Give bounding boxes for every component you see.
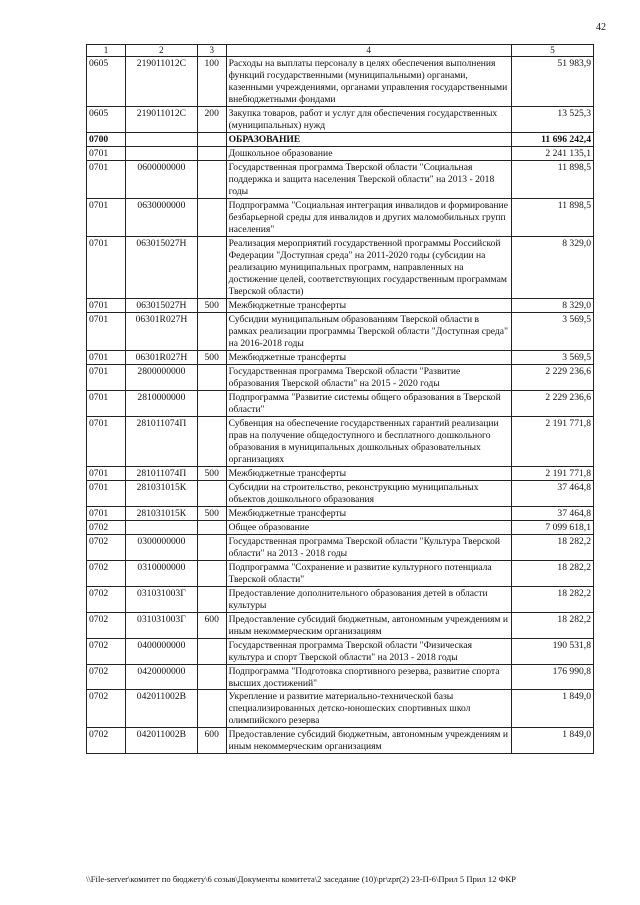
section-code-cell: 0701 [87,199,126,237]
target-code-cell: 06301R027Н [126,312,198,350]
section-code-cell: 0702 [87,534,126,560]
amount-cell: 2 191 771,8 [511,466,593,480]
target-code-cell: 042011002В [126,690,198,728]
section-code-cell: 0702 [87,690,126,728]
table-row [87,638,594,664]
expense-type-cell [197,664,226,690]
amount-cell: 1 849,0 [511,690,593,728]
target-code-cell: 0630000000 [126,199,198,237]
amount-cell: 51 983,9 [511,57,593,107]
column-header: 3 [197,45,226,57]
section-code-cell: 0701 [87,161,126,199]
table-row [87,560,594,586]
table-row [87,390,594,416]
amount-cell: 3 569,5 [511,312,593,350]
target-code-cell: 063015027Н [126,237,198,299]
item-name-cell: Реализация мероприятий государственной программы Российской Федерации "Доступная среда" на 2011-2020 годы (субсидии на реализацию муниципальных программ, направленных на достижение целей, соответствующих государственным программам Тверской области) [226,237,511,299]
expense-type-cell: 500 [197,506,226,520]
target-code-cell: 0420000000 [126,664,198,690]
section-code-cell: 0702 [87,728,126,754]
section-code-cell: 0700 [87,133,126,147]
table-row [87,350,594,364]
table-row [87,147,594,161]
expense-type-cell [197,520,226,534]
item-name-cell: Субсидии на строительство, реконструкцию муниципальных объектов дошкольного образования [226,480,511,506]
item-name-cell: Субсидии муниципальным образованиям Тверской области в рамках реализации программы Тверской области "Доступная среда" на 2016-2018 годы [226,312,511,350]
item-name-cell: Расходы на выплаты персоналу в целях обеспечения выполнения функций государственными (муниципальными) органами, казенными учреждениями, органами управления государственными внебюджетными фондами [226,57,511,107]
section-code-cell: 0605 [87,57,126,107]
table-row [87,107,594,133]
table-row [87,416,594,466]
expense-type-cell: 200 [197,107,226,133]
expense-type-cell: 600 [197,612,226,638]
amount-cell: 7 099 618,1 [511,520,593,534]
amount-cell: 11 696 242,4 [511,133,593,147]
item-name-cell: Межбюджетные трансферты [226,506,511,520]
table-row [87,506,594,520]
item-name-cell: Межбюджетные трансферты [226,350,511,364]
expense-type-cell [197,364,226,390]
column-header: 1 [87,45,126,57]
target-code-cell: 031031003Г [126,586,198,612]
item-name-cell: ОБРАЗОВАНИЕ [226,133,511,147]
target-code-cell: 281031015К [126,506,198,520]
section-code-cell: 0702 [87,664,126,690]
table-row [87,480,594,506]
section-code-cell: 0702 [87,638,126,664]
table-header-row [87,45,594,57]
section-code-cell: 0701 [87,350,126,364]
amount-cell: 37 464,8 [511,480,593,506]
expense-type-cell [197,480,226,506]
section-code-cell: 0702 [87,520,126,534]
item-name-cell: Закупка товаров, работ и услуг для обеспечения государственных (муниципальных) нужд [226,107,511,133]
target-code-cell: 042011002В [126,728,198,754]
item-name-cell: Укрепление и развитие материально-технической базы специализированных детско-юношеских спортивных школ олимпийского резерва [226,690,511,728]
amount-cell: 11 898,5 [511,161,593,199]
section-code-cell: 0701 [87,416,126,466]
table-row [87,298,594,312]
target-code-cell [126,520,198,534]
column-header: 5 [511,45,593,57]
target-code-cell: 219011012С [126,107,198,133]
amount-cell: 37 464,8 [511,506,593,520]
table-row [87,57,594,107]
table-row [87,520,594,534]
expense-type-cell: 500 [197,350,226,364]
table-row [87,133,594,147]
section-code-cell: 0702 [87,586,126,612]
target-code-cell: 06301R027Н [126,350,198,364]
section-code-cell: 0701 [87,237,126,299]
column-header: 4 [226,45,511,57]
expense-type-cell [197,199,226,237]
target-code-cell: 0300000000 [126,534,198,560]
amount-cell: 18 282,2 [511,612,593,638]
item-name-cell: Общее образование [226,520,511,534]
section-code-cell: 0701 [87,312,126,350]
table-row [87,364,594,390]
item-name-cell: Подпрограмма "Развитие системы общего образования в Тверской области" [226,390,511,416]
amount-cell: 8 329,0 [511,237,593,299]
expense-type-cell [197,147,226,161]
amount-cell: 11 898,5 [511,199,593,237]
item-name-cell: Государственная программа Тверской области "Физическая культура и спорт Тверской области" на 2013 - 2018 годы [226,638,511,664]
expense-type-cell [197,560,226,586]
section-code-cell: 0605 [87,107,126,133]
section-code-cell: 0701 [87,147,126,161]
section-code-cell: 0701 [87,390,126,416]
item-name-cell: Государственная программа Тверской области "Развитие образования Тверской области" на 2015 - 2020 годы [226,364,511,390]
table-row [87,612,594,638]
table-row [87,690,594,728]
item-name-cell: Дошкольное образование [226,147,511,161]
section-code-cell: 0701 [87,506,126,520]
section-code-cell: 0701 [87,466,126,480]
item-name-cell: Подпрограмма "Социальная интеграция инвалидов и формирование безбарьерной среды для инвалидов и других маломобильных групп населения" [226,199,511,237]
amount-cell: 1 849,0 [511,728,593,754]
target-code-cell [126,147,198,161]
amount-cell: 2 229 236,6 [511,364,593,390]
table-row [87,466,594,480]
table-row [87,312,594,350]
expense-type-cell [197,534,226,560]
expense-type-cell: 500 [197,298,226,312]
expense-type-cell [197,638,226,664]
amount-cell: 2 229 236,6 [511,390,593,416]
section-code-cell: 0702 [87,560,126,586]
target-code-cell: 2810000000 [126,390,198,416]
expense-type-cell: 500 [197,466,226,480]
item-name-cell: Подпрограмма "Подготовка спортивного резерва, развитие спорта высших достижений" [226,664,511,690]
page-number: 42 [596,22,606,33]
target-code-cell: 281011074П [126,466,198,480]
expense-type-cell [197,416,226,466]
target-code-cell: 0310000000 [126,560,198,586]
item-name-cell: Межбюджетные трансферты [226,466,511,480]
section-code-cell: 0702 [87,612,126,638]
table-row [87,237,594,299]
expense-type-cell [197,161,226,199]
section-code-cell: 0701 [87,480,126,506]
amount-cell: 2 241 135,1 [511,147,593,161]
item-name-cell: Межбюджетные трансферты [226,298,511,312]
budget-table [86,44,594,754]
expense-type-cell [197,237,226,299]
amount-cell: 18 282,2 [511,560,593,586]
table-row [87,586,594,612]
target-code-cell: 219011012С [126,57,198,107]
item-name-cell: Предоставление субсидий бюджетным, автономным учреждениям и иным некоммерческим организациям [226,728,511,754]
section-code-cell: 0701 [87,364,126,390]
target-code-cell: 281011074П [126,416,198,466]
table-row [87,199,594,237]
target-code-cell: 2800000000 [126,364,198,390]
amount-cell: 190 531,8 [511,638,593,664]
item-name-cell: Государственная программа Тверской области "Социальная поддержка и защита населения Тверской области" на 2013 - 2018 годы [226,161,511,199]
target-code-cell: 281031015К [126,480,198,506]
item-name-cell: Государственная программа Тверской области "Культура Тверской области" на 2013 - 2018 годы [226,534,511,560]
amount-cell: 2 191 771,8 [511,416,593,466]
expense-type-cell [197,133,226,147]
expense-type-cell: 600 [197,728,226,754]
file-path-footer: \\File-server\комитет по бюджету\6 созыв\Документы комитета\2 заседание (10)\pr\zpr(2) 23-П-6\Прил 5 Прил 12 ФКР [86,874,516,884]
item-name-cell: Предоставление субсидий бюджетным, автономным учреждениям и иным некоммерческим организациям [226,612,511,638]
item-name-cell: Субвенция на обеспечение государственных гарантий реализации прав на получение общедоступного и бесплатного дошкольного образования в муниципальных дошкольных образовательных организациях [226,416,511,466]
item-name-cell: Подпрограмма "Сохранение и развитие культурного потенциала Тверской области" [226,560,511,586]
column-header: 2 [126,45,198,57]
amount-cell: 18 282,2 [511,534,593,560]
amount-cell: 13 525,3 [511,107,593,133]
amount-cell: 3 569,5 [511,350,593,364]
expense-type-cell [197,586,226,612]
target-code-cell: 031031003Г [126,612,198,638]
table-row [87,161,594,199]
amount-cell: 176 990,8 [511,664,593,690]
table-row [87,728,594,754]
target-code-cell: 0600000000 [126,161,198,199]
expense-type-cell [197,390,226,416]
table-row [87,534,594,560]
target-code-cell: 063015027Н [126,298,198,312]
item-name-cell: Предоставление дополнительного образования детей в области культуры [226,586,511,612]
amount-cell: 18 282,2 [511,586,593,612]
target-code-cell: 0400000000 [126,638,198,664]
expense-type-cell [197,312,226,350]
amount-cell: 8 329,0 [511,298,593,312]
section-code-cell: 0701 [87,298,126,312]
expense-type-cell: 100 [197,57,226,107]
table-row [87,664,594,690]
expense-type-cell [197,690,226,728]
target-code-cell [126,133,198,147]
